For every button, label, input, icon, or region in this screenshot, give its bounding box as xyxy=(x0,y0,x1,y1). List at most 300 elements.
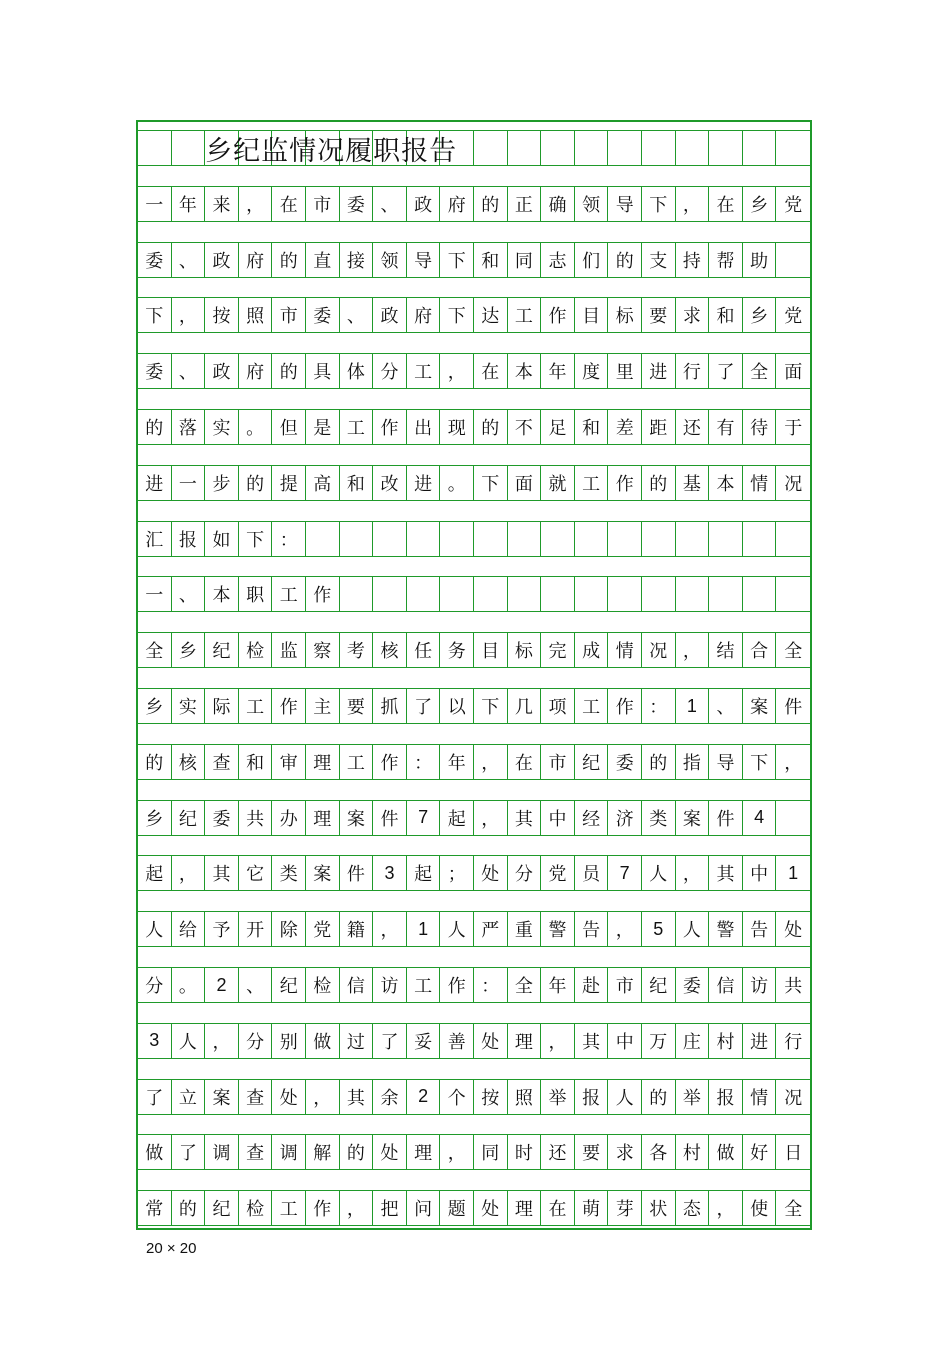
grid-char: 作 xyxy=(608,688,642,724)
grid-char: 进 xyxy=(642,353,676,389)
grid-char: 汇 xyxy=(138,521,172,557)
grid-char: 的 xyxy=(608,242,642,278)
grid-char: 况 xyxy=(784,1087,803,1109)
grid-char: 就 xyxy=(541,465,575,501)
grid-char: 落 xyxy=(172,409,206,445)
grid-char: 1 xyxy=(407,911,441,947)
grid-char: 解 xyxy=(306,1134,340,1170)
grid-char: 处 xyxy=(474,1190,508,1226)
grid-cell xyxy=(440,576,474,612)
grid-char: 、 xyxy=(340,297,374,333)
text-row xyxy=(138,744,810,780)
grid-char: 信 xyxy=(709,967,743,1003)
manuscript-grid-sheet xyxy=(136,120,812,1230)
grid-char: 有 xyxy=(709,409,743,445)
grid-char: 作 xyxy=(440,967,474,1003)
grid-char: ， xyxy=(440,353,474,389)
grid-char: 人 xyxy=(138,911,172,947)
grid-cell xyxy=(776,576,810,612)
grid-char: 委 xyxy=(340,186,374,222)
grid-char: 作 xyxy=(306,576,340,612)
grid-char: 持 xyxy=(676,242,710,278)
grid-char: 妥 xyxy=(407,1023,441,1059)
grid-char: 同 xyxy=(508,242,542,278)
grid-char: 理 xyxy=(508,1190,542,1226)
grid-char: 改 xyxy=(373,465,407,501)
grid-char: 和 xyxy=(709,297,743,333)
grid-char: 2 xyxy=(205,967,239,1003)
grid-char: 党 xyxy=(784,306,803,328)
grid-char: 目 xyxy=(575,297,609,333)
grid-char: 纪 xyxy=(642,967,676,1003)
grid-cell xyxy=(676,130,710,166)
grid-char: 还 xyxy=(676,409,710,445)
text-row xyxy=(138,1190,810,1226)
grid-char: 、 xyxy=(239,967,273,1003)
grid-char: 下 xyxy=(440,242,474,278)
grid-cell xyxy=(608,576,642,612)
grid-char: 工 xyxy=(340,744,374,780)
grid-char: 市 xyxy=(306,186,340,222)
grid-char: 别 xyxy=(272,1023,306,1059)
grid-cell xyxy=(474,576,508,612)
grid-cell xyxy=(575,521,609,557)
grid-char: 信 xyxy=(340,967,374,1003)
text-row xyxy=(138,242,810,278)
grid-char: 处 xyxy=(272,1079,306,1115)
grid-char: 求 xyxy=(676,297,710,333)
grid-char: 它 xyxy=(239,855,273,891)
grid-char: 3 xyxy=(373,855,407,891)
grid-cell xyxy=(776,130,810,166)
text-row xyxy=(138,409,810,445)
grid-char: 按 xyxy=(205,297,239,333)
grid-char: 照 xyxy=(239,297,273,333)
grid-char: 起 xyxy=(440,800,474,836)
grid-char: 的 xyxy=(272,353,306,389)
text-row xyxy=(138,1023,810,1059)
grid-char: ， xyxy=(474,744,508,780)
grid-char: 一 xyxy=(172,465,206,501)
grid-char: 行 xyxy=(784,1031,803,1053)
grid-char: 纪 xyxy=(172,800,206,836)
grid-char: 村 xyxy=(676,1134,710,1170)
grid-char: 访 xyxy=(373,967,407,1003)
grid-char: 题 xyxy=(440,1190,474,1226)
grid-char: 不 xyxy=(508,409,542,445)
grid-char: 芽 xyxy=(608,1190,642,1226)
grid-char: 查 xyxy=(239,1079,273,1115)
grid-char: 府 xyxy=(239,353,273,389)
grid-char: 几 xyxy=(508,688,542,724)
grid-char: 状 xyxy=(642,1190,676,1226)
grid-char: 合 xyxy=(743,632,777,668)
grid-char: 做 xyxy=(306,1023,340,1059)
grid-char: ， xyxy=(306,1079,340,1115)
grid-char: 工 xyxy=(407,353,441,389)
grid-char: 度 xyxy=(575,353,609,389)
grid-char: 全 xyxy=(508,967,542,1003)
grid-cell xyxy=(340,521,374,557)
grid-char: 报 xyxy=(575,1079,609,1115)
grid-char: 党 xyxy=(306,911,340,947)
grid-char: 态 xyxy=(676,1190,710,1226)
grid-char: 同 xyxy=(474,1134,508,1170)
text-row xyxy=(138,1079,810,1115)
grid-char: 一 xyxy=(138,186,172,222)
grid-char: 个 xyxy=(440,1079,474,1115)
grid-char: 理 xyxy=(306,800,340,836)
grid-char: 体 xyxy=(340,353,374,389)
grid-char: 、 xyxy=(172,576,206,612)
grid-char: 的 xyxy=(138,409,172,445)
grid-char: 际 xyxy=(205,688,239,724)
grid-char: 工 xyxy=(239,688,273,724)
grid-char: 员 xyxy=(575,855,609,891)
text-row xyxy=(138,800,810,836)
grid-char: 如 xyxy=(205,521,239,557)
grid-char: 差 xyxy=(608,409,642,445)
grid-char: 委 xyxy=(306,297,340,333)
grid-char: 举 xyxy=(541,1079,575,1115)
grid-char: 出 xyxy=(407,409,441,445)
grid-char: 查 xyxy=(205,744,239,780)
grid-char: 分 xyxy=(138,967,172,1003)
grid-char: 济 xyxy=(608,800,642,836)
grid-char: 5 xyxy=(642,911,676,947)
grid-char: 待 xyxy=(743,409,777,445)
grid-char: 进 xyxy=(743,1023,777,1059)
grid-size-label: 20 × 20 xyxy=(146,1240,197,1257)
grid-char: 指 xyxy=(676,744,710,780)
grid-char: 人 xyxy=(608,1079,642,1115)
grid-char: 核 xyxy=(172,744,206,780)
grid-char: 标 xyxy=(608,297,642,333)
grid-cell xyxy=(474,130,508,166)
grid-char: 标 xyxy=(508,632,542,668)
grid-char: 理 xyxy=(306,744,340,780)
grid-char: 项 xyxy=(541,688,575,724)
grid-char: 府 xyxy=(440,186,474,222)
grid-char: 人 xyxy=(172,1023,206,1059)
grid-char: 给 xyxy=(172,911,206,947)
grid-char: 行 xyxy=(676,353,710,389)
grid-char: 件 xyxy=(340,855,374,891)
grid-char: 和 xyxy=(340,465,374,501)
grid-char: ， xyxy=(608,911,642,947)
grid-char: 理 xyxy=(508,1023,542,1059)
grid-char: 全 xyxy=(784,641,803,663)
grid-cell xyxy=(776,800,810,836)
grid-char: 的 xyxy=(239,465,273,501)
grid-char: 帮 xyxy=(709,242,743,278)
grid-char: 案 xyxy=(743,688,777,724)
grid-cell xyxy=(474,521,508,557)
grid-char: 里 xyxy=(608,353,642,389)
grid-char: 了 xyxy=(138,1079,172,1115)
grid-char: 况 xyxy=(642,632,676,668)
grid-char: 村 xyxy=(709,1023,743,1059)
grid-char: 其 xyxy=(575,1023,609,1059)
grid-char: 访 xyxy=(743,967,777,1003)
grid-char: 警 xyxy=(709,911,743,947)
grid-char: 以 xyxy=(440,688,474,724)
grid-char: 了 xyxy=(373,1023,407,1059)
grid-char: 考 xyxy=(340,632,374,668)
grid-char: 处 xyxy=(784,920,803,942)
grid-char: 任 xyxy=(407,632,441,668)
grid-char: 共 xyxy=(239,800,273,836)
grid-char: 告 xyxy=(575,911,609,947)
grid-char: 件 xyxy=(709,800,743,836)
grid-char: 做 xyxy=(709,1134,743,1170)
grid-char: 了 xyxy=(407,688,441,724)
grid-char: 时 xyxy=(508,1134,542,1170)
grid-char: 了 xyxy=(172,1134,206,1170)
grid-char: 、 xyxy=(709,688,743,724)
grid-char: 职 xyxy=(239,576,273,612)
grid-char: 提 xyxy=(272,465,306,501)
grid-char: 告 xyxy=(743,911,777,947)
grid-char: 市 xyxy=(272,297,306,333)
grid-char: 人 xyxy=(440,911,474,947)
grid-char: ， xyxy=(172,855,206,891)
grid-char: 距 xyxy=(642,409,676,445)
grid-char: 处 xyxy=(474,1023,508,1059)
grid-char: 委 xyxy=(138,353,172,389)
text-row xyxy=(138,521,810,557)
grid-char: 实 xyxy=(172,688,206,724)
grid-char: 1 xyxy=(788,862,799,883)
grid-char: 市 xyxy=(608,967,642,1003)
grid-char: 下 xyxy=(743,744,777,780)
grid-char: ： xyxy=(407,744,441,780)
grid-char: 重 xyxy=(508,911,542,947)
grid-char: 中 xyxy=(608,1023,642,1059)
grid-char: 的 xyxy=(172,1190,206,1226)
grid-char: 7 xyxy=(407,800,441,836)
grid-char: 求 xyxy=(608,1134,642,1170)
grid-char: 件 xyxy=(373,800,407,836)
grid-char: ： xyxy=(474,967,508,1003)
text-row xyxy=(138,1134,810,1170)
grid-char: 志 xyxy=(541,242,575,278)
grid-char: 赴 xyxy=(575,967,609,1003)
grid-cell xyxy=(608,521,642,557)
text-row xyxy=(138,465,810,501)
grid-char: 党 xyxy=(784,194,803,216)
grid-cell xyxy=(575,130,609,166)
grid-char: 籍 xyxy=(340,911,374,947)
grid-char: 情 xyxy=(743,1079,777,1115)
grid-char: 案 xyxy=(205,1079,239,1115)
grid-char: 主 xyxy=(306,688,340,724)
grid-char: 委 xyxy=(608,744,642,780)
grid-char: 来 xyxy=(205,186,239,222)
grid-char: 其 xyxy=(508,800,542,836)
grid-char: 、 xyxy=(373,186,407,222)
grid-char: 的 xyxy=(138,744,172,780)
grid-char: 导 xyxy=(709,744,743,780)
grid-char: 类 xyxy=(272,855,306,891)
grid-cell xyxy=(709,521,743,557)
grid-char: 检 xyxy=(306,967,340,1003)
grid-char: 的 xyxy=(474,409,508,445)
grid-char: 全 xyxy=(138,632,172,668)
grid-cell xyxy=(508,576,542,612)
grid-char: 要 xyxy=(642,297,676,333)
grid-char: 是 xyxy=(306,409,340,445)
grid-char: 。 xyxy=(440,465,474,501)
grid-char: 委 xyxy=(676,967,710,1003)
grid-char: 案 xyxy=(340,800,374,836)
grid-char: 年 xyxy=(541,967,575,1003)
grid-cell xyxy=(306,521,340,557)
grid-char: 在 xyxy=(508,744,542,780)
grid-char: 政 xyxy=(373,297,407,333)
grid-char: 务 xyxy=(440,632,474,668)
grid-char: 下 xyxy=(239,521,273,557)
grid-char: 常 xyxy=(138,1190,172,1226)
grid-char: 的 xyxy=(272,242,306,278)
grid-char: 分 xyxy=(373,353,407,389)
grid-char: 件 xyxy=(784,697,803,718)
grid-char: 分 xyxy=(239,1023,273,1059)
grid-char: 案 xyxy=(676,800,710,836)
grid-char: 工 xyxy=(407,967,441,1003)
grid-char: 的 xyxy=(474,186,508,222)
grid-char: 办 xyxy=(272,800,306,836)
grid-cell xyxy=(508,130,542,166)
grid-char: 工 xyxy=(272,1190,306,1226)
grid-char: 步 xyxy=(205,465,239,501)
grid-char: 各 xyxy=(642,1134,676,1170)
grid-char: ； xyxy=(440,855,474,891)
grid-cell xyxy=(676,521,710,557)
grid-char: 下 xyxy=(474,465,508,501)
grid-char: 委 xyxy=(138,242,172,278)
grid-char: 接 xyxy=(340,242,374,278)
grid-char: 和 xyxy=(575,409,609,445)
grid-char: 、 xyxy=(172,353,206,389)
grid-char: 工 xyxy=(575,465,609,501)
grid-cell xyxy=(709,576,743,612)
grid-cell xyxy=(541,521,575,557)
grid-char: 下 xyxy=(440,297,474,333)
grid-char: 面 xyxy=(784,362,803,384)
grid-cell xyxy=(709,130,743,166)
grid-char: 起 xyxy=(138,855,172,891)
grid-char: ， xyxy=(676,632,710,668)
grid-char: ， xyxy=(709,1190,743,1226)
grid-char: 下 xyxy=(474,688,508,724)
grid-char: 情 xyxy=(608,632,642,668)
grid-char: 中 xyxy=(743,855,777,891)
grid-char: 余 xyxy=(373,1079,407,1115)
grid-char: 委 xyxy=(205,800,239,836)
grid-char: ： xyxy=(272,521,306,557)
grid-char: 审 xyxy=(272,744,306,780)
grid-char: 日 xyxy=(784,1143,803,1165)
grid-char: 其 xyxy=(205,855,239,891)
grid-char: ， xyxy=(239,186,273,222)
grid-char: 乡 xyxy=(743,297,777,333)
text-row xyxy=(138,911,810,947)
grid-char: 工 xyxy=(272,576,306,612)
grid-cell xyxy=(541,576,575,612)
grid-char: 年 xyxy=(541,353,575,389)
grid-char: 工 xyxy=(508,297,542,333)
grid-cell xyxy=(676,576,710,612)
grid-char: 高 xyxy=(306,465,340,501)
grid-char: 万 xyxy=(642,1023,676,1059)
grid-char: 问 xyxy=(407,1190,441,1226)
grid-char: 了 xyxy=(709,353,743,389)
grid-char: 。 xyxy=(239,409,273,445)
grid-char: 确 xyxy=(541,186,575,222)
grid-char: 的 xyxy=(642,465,676,501)
grid-char: 完 xyxy=(541,632,575,668)
text-row xyxy=(138,186,810,222)
grid-char: 理 xyxy=(407,1134,441,1170)
grid-char: 工 xyxy=(575,688,609,724)
grid-char: 府 xyxy=(239,242,273,278)
grid-char: 纪 xyxy=(575,744,609,780)
grid-char: 善 xyxy=(440,1023,474,1059)
grid-char: 进 xyxy=(407,465,441,501)
grid-char: 。 xyxy=(172,967,206,1003)
grid-char: 作 xyxy=(541,297,575,333)
text-row xyxy=(138,297,810,333)
text-row xyxy=(138,353,810,389)
grid-cell xyxy=(743,521,777,557)
grid-char: 乡 xyxy=(138,800,172,836)
grid-char: 庄 xyxy=(676,1023,710,1059)
grid-char: 监 xyxy=(272,632,306,668)
grid-char: 人 xyxy=(642,855,676,891)
grid-char: 政 xyxy=(205,242,239,278)
grid-char: 处 xyxy=(373,1134,407,1170)
grid-char: 检 xyxy=(239,632,273,668)
grid-char: 中 xyxy=(541,800,575,836)
grid-char: ， xyxy=(676,855,710,891)
grid-cell xyxy=(407,521,441,557)
grid-char: 领 xyxy=(373,242,407,278)
grid-char: 作 xyxy=(608,465,642,501)
grid-char: 作 xyxy=(272,688,306,724)
grid-char: 政 xyxy=(407,186,441,222)
grid-char: 府 xyxy=(407,297,441,333)
grid-char: 作 xyxy=(306,1190,340,1226)
grid-char: 乡 xyxy=(172,632,206,668)
grid-char: 市 xyxy=(541,744,575,780)
grid-char: 正 xyxy=(508,186,542,222)
grid-char: 类 xyxy=(642,800,676,836)
grid-char: 人 xyxy=(676,911,710,947)
grid-char: 共 xyxy=(784,976,803,997)
grid-char: 乡 xyxy=(743,186,777,222)
grid-char: 全 xyxy=(784,1199,803,1221)
grid-char: 导 xyxy=(608,186,642,222)
grid-char: 结 xyxy=(709,632,743,668)
grid-cell xyxy=(172,130,206,166)
grid-char: 在 xyxy=(541,1190,575,1226)
grid-char: 过 xyxy=(340,1023,374,1059)
grid-cell xyxy=(508,521,542,557)
grid-char: 萌 xyxy=(575,1190,609,1226)
grid-char: 经 xyxy=(575,800,609,836)
grid-char: 年 xyxy=(172,186,206,222)
